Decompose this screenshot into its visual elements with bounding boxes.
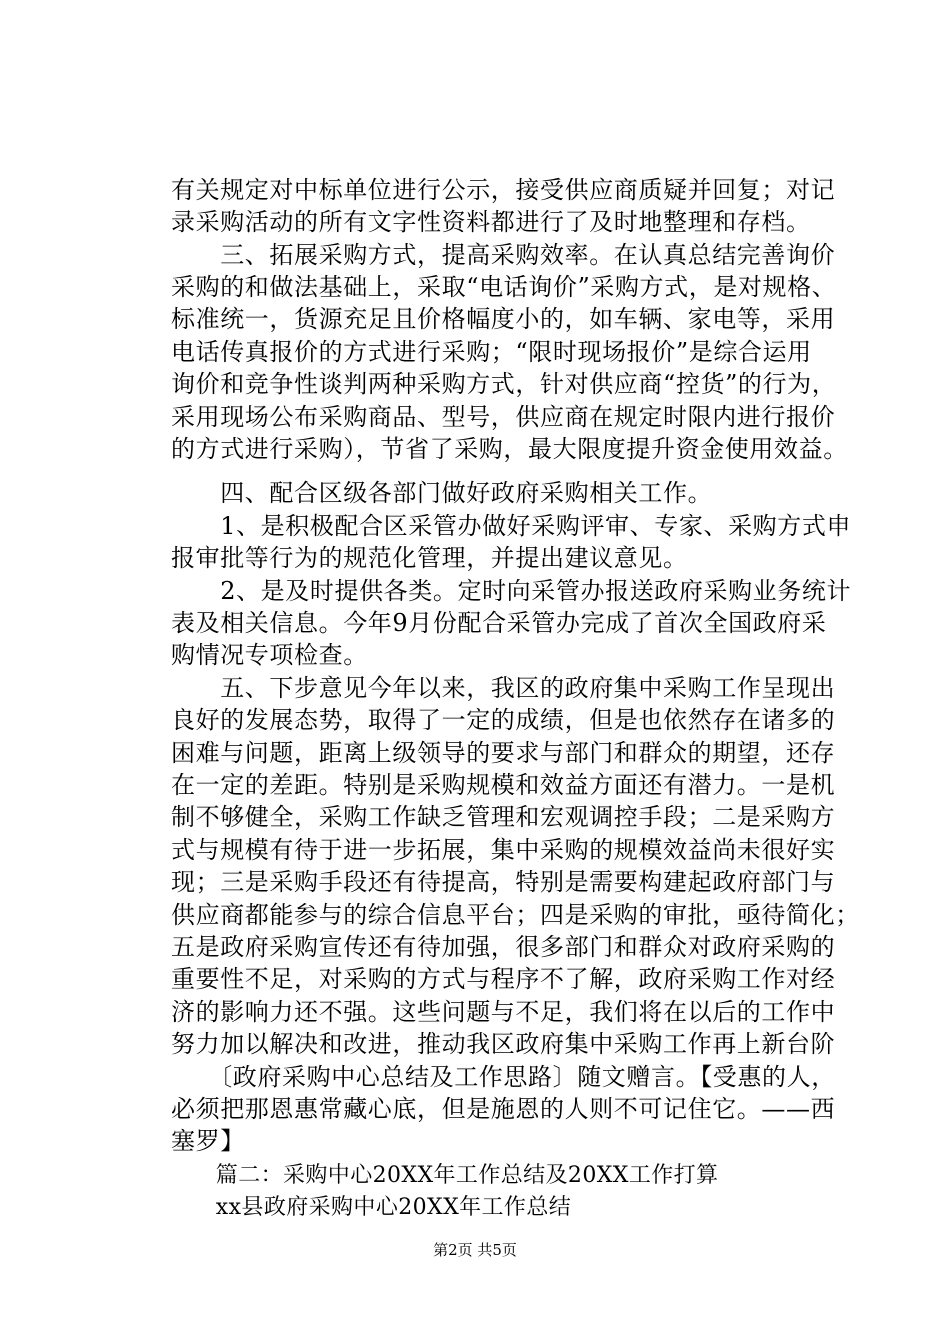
text-line: 标准统一，货源充足且价格幅度小的，如车辆、家电等，采用 — [171, 305, 836, 333]
text-line: 1、是积极配合区采管办做好采购评审、专家、采购方式申 — [171, 512, 852, 540]
text-line: 必须把那恩惠常藏心底，但是施恩的人则不可记住它。——西 — [171, 1095, 836, 1123]
text-line: 四、配合区级各部门做好政府采购相关工作。 — [171, 479, 713, 507]
text-line: 五是政府采购宣传还有待加强，很多部门和群众对政府采购的 — [171, 933, 836, 961]
text-line: 济的影响力还不强。这些问题与不足，我们将在以后的工作中 — [171, 998, 836, 1026]
text-line: 努力加以解决和改进，推动我区政府集中采购工作再上新台阶 — [171, 1030, 836, 1058]
text-line: 采购的和做法基础上，采取“电话询价”采购方式，是对规格、 — [171, 273, 837, 301]
text-line: 篇二：采购中心20XX年工作总结及20XX工作打算 — [171, 1163, 719, 1188]
page-number-footer: 第2页 共5页 — [433, 1241, 517, 1259]
text-line: 电话传真报价的方式进行采购；“限时现场报价”是综合运用 — [171, 338, 812, 366]
text-line: 在一定的差距。特别是采购规模和效益方面还有潜力。一是机 — [171, 771, 836, 799]
text-line: 制不够健全，采购工作缺乏管理和宏观调控手段；二是采购方 — [171, 803, 836, 831]
text-line: 塞罗】 — [171, 1127, 245, 1155]
text-line: 的方式进行采购），节省了采购，最大限度提升资金使用效益。 — [171, 435, 848, 463]
text-line: 有关规定对中标单位进行公示，接受供应商质疑并回复；对记 — [171, 176, 836, 204]
text-line: 五、下步意见今年以来，我区的政府集中采购工作呈现出 — [171, 674, 836, 702]
text-line: 困难与问题，距离上级领导的要求与部门和群众的期望，还存 — [171, 739, 836, 767]
text-line: 式与规模有待于进一步拓展，集中采购的规模效益尚未很好实 — [171, 836, 836, 864]
text-line: 〔政府采购中心总结及工作思路〕随文赠言。【受惠的人， — [171, 1063, 836, 1091]
text-line: 报审批等行为的规范化管理，并提出建议意见。 — [171, 544, 688, 572]
text-line: 表及相关信息。今年9月份配合采管办完成了首次全国政府采 — [171, 609, 827, 637]
text-line: 现；三是采购手段还有待提高，特别是需要构建起政府部门与 — [171, 868, 836, 896]
text-line: 2、是及时提供各类。定时向采管办报送政府采购业务统计 — [171, 577, 852, 605]
text-line: 供应商都能参与的综合信息平台；四是采购的审批，亟待简化； — [171, 901, 860, 929]
text-line: 购情况专项检查。 — [171, 641, 368, 669]
text-line: 重要性不足，对采购的方式与程序不了解，政府采购工作对经 — [171, 965, 836, 993]
text-line: xx县政府采购中心20XX年工作总结 — [171, 1195, 572, 1220]
text-line: 录采购活动的所有文字性资料都进行了及时地整理和存档。 — [171, 208, 811, 236]
text-line: 良好的发展态势，取得了一定的成绩，但是也依然存在诸多的 — [171, 706, 836, 734]
text-line: 采用现场公布采购商品、型号，供应商在规定时限内进行报价 — [171, 403, 836, 431]
text-line: 询价和竞争性谈判两种采购方式，针对供应商“控货”的行为， — [171, 370, 837, 398]
text-line: 三、拓展采购方式，提高采购效率。在认真总结完善询价 — [171, 241, 836, 269]
